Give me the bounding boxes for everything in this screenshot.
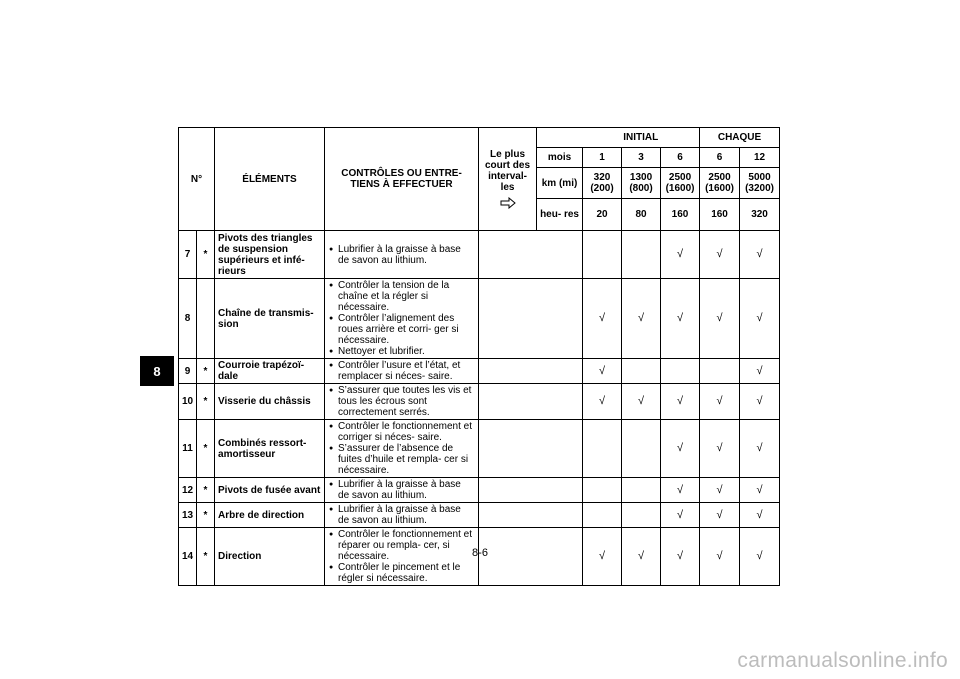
row-asterisk [197,279,215,359]
check-mark: √ [700,420,740,478]
mois-value: 12 [740,148,780,168]
check-mark [622,231,661,279]
km-label: km (mi) [537,168,583,199]
row-item: Direction [215,528,325,586]
check-mark [583,478,622,503]
check-mark: √ [740,478,780,503]
row-item: Combinés ressort- amortisseur [215,420,325,478]
table-row [179,478,780,503]
check-mark: √ [661,420,700,478]
mois-value: 1 [583,148,622,168]
header-initial: INITIAL [583,128,700,148]
row-interval [479,359,583,384]
row-asterisk: * [197,359,215,384]
check-mark: √ [740,528,780,586]
check-mark [622,420,661,478]
row-operations [325,279,479,359]
header-controls: CONTRÔLES OU ENTRE- TIENS À EFFECTUER [325,128,479,231]
watermark: carmanualsonline.info [737,649,948,672]
row-interval [479,420,583,478]
row-item: Visserie du châssis [215,384,325,420]
operation-bullet: ● Lubrifier à la graisse à base de savon au lithium. [329,244,474,266]
check-mark: √ [740,231,780,279]
check-mark [622,503,661,528]
operation-bullet: ● Contrôler l’alignement des roues arrière et corri- ger si nécessaire. [329,313,474,346]
check-mark: √ [740,503,780,528]
row-operations [325,478,479,503]
check-mark: √ [622,384,661,420]
check-mark: √ [700,231,740,279]
check-mark [583,503,622,528]
mois-value: 3 [622,148,661,168]
row-operations [325,231,479,279]
km-value: 2500 (1600) [700,168,740,199]
row-item: Pivots de fusée avant [215,478,325,503]
row-item: Chaîne de transmis- sion [215,279,325,359]
check-mark: √ [661,503,700,528]
check-mark: √ [661,279,700,359]
row-number: 7 [179,231,197,279]
heures-value: 160 [661,199,700,231]
row-asterisk: * [197,420,215,478]
operation-bullet: ● S’assurer que toutes les vis et tous les écrous sont correctement serrés. [329,385,474,418]
row-asterisk: * [197,478,215,503]
check-mark: √ [661,384,700,420]
check-mark: √ [700,279,740,359]
maintenance-rows [179,231,780,586]
operation-bullet: ● Contrôler le fonctionnement et corriger si néces- saire. [329,421,474,443]
check-mark [700,359,740,384]
check-mark: √ [700,503,740,528]
heures-value: 160 [700,199,740,231]
operation-bullet: ● Lubrifier à la graisse à base de savon au lithium. [329,504,474,526]
row-number: 8 [179,279,197,359]
mois-value: 6 [700,148,740,168]
check-mark: √ [740,359,780,384]
check-mark: √ [700,528,740,586]
row-asterisk: * [197,528,215,586]
check-mark: √ [622,279,661,359]
row-number: 12 [179,478,197,503]
check-mark: √ [661,231,700,279]
operation-bullet: ● Contrôler la tension de la chaîne et la régler si nécessaire. [329,280,474,313]
row-interval [479,478,583,503]
heures-value: 20 [583,199,622,231]
row-operations [325,503,479,528]
operation-bullet: ● Contrôler l’usure et l’état, et remplacer si néces- saire. [329,360,474,382]
row-item: Arbre de direction [215,503,325,528]
check-mark [583,231,622,279]
operation-bullet: ● Lubrifier à la graisse à base de savon au lithium. [329,479,474,501]
table-row [179,503,780,528]
maintenance-table [178,127,780,586]
check-mark: √ [700,384,740,420]
row-number: 9 [179,359,197,384]
header-interval [479,128,537,231]
header-blank [537,128,583,148]
row-number: 10 [179,384,197,420]
row-operations [325,384,479,420]
check-mark: √ [700,478,740,503]
page-number: 8-6 [472,547,488,559]
km-value: 1300 (800) [622,168,661,199]
row-asterisk: * [197,231,215,279]
header-chaque: CHAQUE [700,128,780,148]
row-item: Courroie trapézoï- dale [215,359,325,384]
check-mark: √ [661,528,700,586]
row-interval [479,279,583,359]
check-mark [622,478,661,503]
check-mark: √ [661,478,700,503]
mois-label: mois [537,148,583,168]
table-row [179,420,780,478]
row-interval [479,231,583,279]
km-value: 320 (200) [583,168,622,199]
km-value: 2500 (1600) [661,168,700,199]
check-mark: √ [740,384,780,420]
check-mark: √ [583,279,622,359]
row-interval [479,384,583,420]
check-mark [622,359,661,384]
heures-value: 320 [740,199,780,231]
table-row [179,359,780,384]
check-mark [583,420,622,478]
chapter-tab: 8 [140,356,174,386]
header-elements: ÉLÉMENTS [215,128,325,231]
operation-bullet: ● Contrôler le fonctionnement et réparer ou rempla- cer, si nécessaire. [329,529,474,562]
heures-value: 80 [622,199,661,231]
heures-label: heu- res [537,199,583,231]
check-mark: √ [583,359,622,384]
check-mark: √ [740,279,780,359]
check-mark: √ [740,420,780,478]
row-number: 13 [179,503,197,528]
right-arrow-icon [500,197,516,209]
row-item: Pivots des triangles de suspension supérieurs et infé- rieurs [215,231,325,279]
row-operations [325,420,479,478]
table-row [179,279,780,359]
operation-bullet: ● S’assurer de l’absence de fuites d’huile et rempla- cer si nécessaire. [329,443,474,476]
check-mark: √ [583,528,622,586]
km-value: 5000 (3200) [740,168,780,199]
table-row [179,384,780,420]
row-asterisk: * [197,384,215,420]
operation-bullet: ● Nettoyer et lubrifier. [329,346,474,357]
row-asterisk: * [197,503,215,528]
operation-bullet: ● Contrôler le pincement et le régler si nécessaire. [329,562,474,584]
row-number: 14 [179,528,197,586]
header-interval-label: Le plus court des interval- les [485,149,531,193]
row-interval [479,503,583,528]
row-number: 11 [179,420,197,478]
check-mark [661,359,700,384]
table-row [179,231,780,279]
check-mark: √ [622,528,661,586]
row-operations [325,359,479,384]
header-no: N° [179,128,215,231]
check-mark: √ [583,384,622,420]
mois-value: 6 [661,148,700,168]
